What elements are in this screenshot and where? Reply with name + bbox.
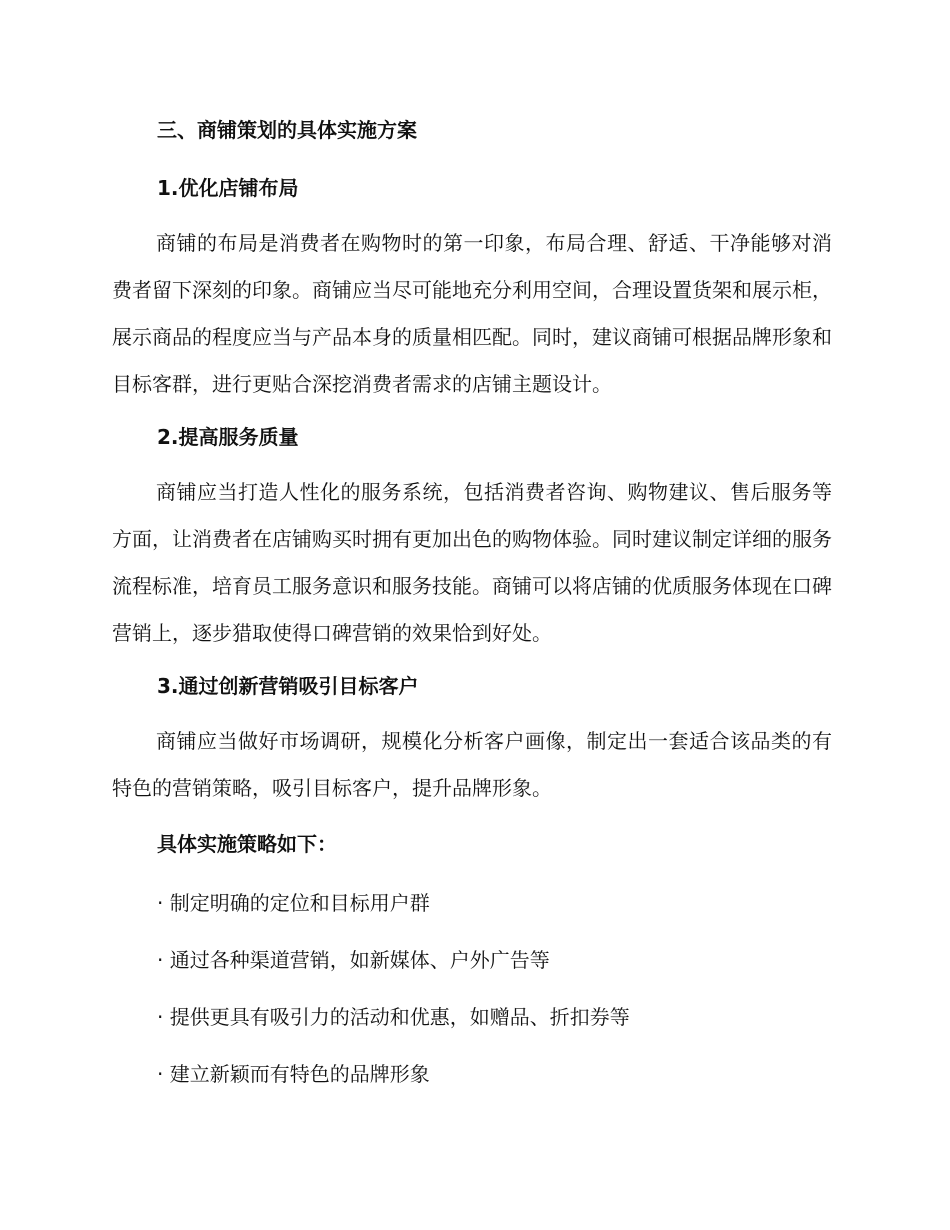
strategy-list-item: · 建立新颖而有特色的品牌形象 <box>157 1062 430 1086</box>
subsection-title-marketing: 3.通过创新营销吸引目标客户 <box>157 674 419 698</box>
paragraph-marketing: 商铺应当做好市场调研，规模化分析客户画像，制定出一套适合该品类的有特色的营销策略，吸引目标客户，提升品牌形象。 <box>112 729 832 800</box>
paragraph-service: 商铺应当打造人性化的服务系统，包括消费者咨询、购物建议、售后服务等方面，让消费者在店铺购买时拥有更加出色的购物体验。同时建议制定详细的服务流程标准，培育员工服务意识和服务技能。商铺可以将店铺的优质服务体现在口碑营销上，逐步猎取使得口碑营销的效果恰到好处。 <box>112 480 832 645</box>
subsection-title-layout: 1.优化店铺布局 <box>157 176 299 200</box>
strategy-list-item: · 提供更具有吸引力的活动和优惠，如赠品、折扣券等 <box>157 1005 630 1029</box>
strategy-heading: 具体实施策略如下： <box>157 832 337 856</box>
strategy-list-item: · 制定明确的定位和目标用户群 <box>157 891 430 915</box>
section-title: 三、商铺策划的具体实施方案 <box>157 118 417 142</box>
strategy-list-item: · 通过各种渠道营销，如新媒体、户外广告等 <box>157 948 550 972</box>
subsection-title-service: 2.提高服务质量 <box>157 425 299 449</box>
paragraph-layout: 商铺的布局是消费者在购物时的第一印象，布局合理、舒适、干净能够对消费者留下深刻的印象。商铺应当尽可能地充分利用空间，合理设置货架和展示柜，展示商品的程度应当与产品本身的质量相匹配。同时，建议商铺可根据品牌形象和目标客群，进行更贴合深挖消费者需求的店铺主题设计。 <box>112 231 832 396</box>
